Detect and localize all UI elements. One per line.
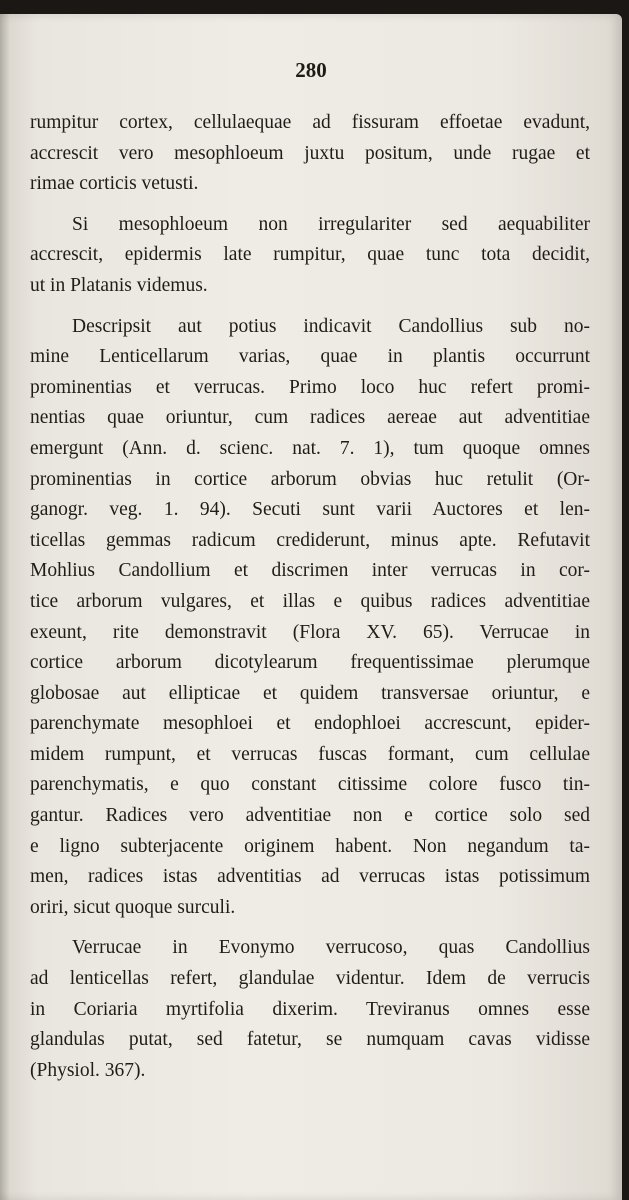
text-line: ganogr. veg. 1. 94). Secuti sunt varii Auctores et len- xyxy=(30,499,590,521)
page-gutter-shadow xyxy=(0,14,10,1200)
text-line: globosae aut ellipticae et quidem transversae oriuntur, e xyxy=(30,682,590,704)
text-line: exeunt, rite demonstravit (Flora XV. 65). Verrucae in xyxy=(30,621,590,643)
text-line: rimae corticis vetusti. xyxy=(30,173,199,195)
text-line: emergunt (Ann. d. scienc. nat. 7. 1), tum quoque omnes xyxy=(30,437,590,459)
body-text xyxy=(30,108,590,1086)
text-line: tice arborum vulgares, et illas e quibus radices adventitiae xyxy=(30,590,590,612)
text-line: gantur. Radices vero adventitiae non e cortice solo sed xyxy=(30,805,590,827)
text-line: accrescit vero mesophloeum juxtu positum, unde rugae et xyxy=(30,142,590,164)
page-number: 280 xyxy=(295,58,327,82)
text-line: glandulas putat, sed fatetur, se numquam cavas vidisse xyxy=(30,1029,590,1051)
text-line: prominentias in cortice arborum obvias huc retulit (Or- xyxy=(30,468,590,490)
text-line: rumpitur cortex, cellulaequae ad fissuram effoetae evadunt, xyxy=(30,112,590,133)
text-line: Si mesophloeum non irregulariter sed aequabiliter xyxy=(72,213,590,235)
text-line: parenchymate mesophloei et endophloei accrescunt, epider- xyxy=(30,713,590,735)
text-line: e ligno subterjacente originem habent. Non negandum ta- xyxy=(30,835,590,857)
text-line: men, radices istas adventitias ad verrucas istas potissimum xyxy=(30,866,590,888)
text-line: (Physiol. 367). xyxy=(30,1059,146,1081)
text-line: mine Lenticellarum varias, quae in plantis occurrunt xyxy=(30,346,590,368)
text-line: ticellas gemmas radicum crediderunt, minus apte. Refutavit xyxy=(30,529,590,551)
paragraph-1 xyxy=(30,108,590,200)
text-line: nentias quae oriuntur, cum radices aereae aut adventitiae xyxy=(30,407,590,429)
text-line: cortice arborum dicotylearum frequentissimae plerumque xyxy=(30,652,590,674)
paragraph-2 xyxy=(30,210,590,302)
text-line: Mohlius Candollium et discrimen inter verrucas in cor- xyxy=(30,560,590,582)
text-line: Descripsit aut potius indicavit Candollius sub no- xyxy=(72,315,590,337)
text-line: oriri, sicut quoque surculi. xyxy=(30,896,236,918)
text-line: ad lenticellas refert, glandulae videntur. Idem de verrucis xyxy=(30,968,590,990)
text-line: ut in Platanis videmus. xyxy=(30,274,208,296)
text-line: Verrucae in Evonymo verrucoso, quas Candollius xyxy=(72,937,590,959)
text-line: midem rumpunt, et verrucas fuscas formant, cum cellulae xyxy=(30,743,590,765)
paragraph-3 xyxy=(30,312,590,924)
text-line: prominentias et verrucas. Primo loco huc refert promi- xyxy=(30,376,590,398)
paragraph-4 xyxy=(30,933,590,1086)
text-line: accrescit, epidermis late rumpitur, quae tunc tota decidit, xyxy=(30,244,590,266)
text-line: parenchymatis, e quo constant citissime colore fusco tin- xyxy=(30,774,590,796)
text-line: in Coriaria myrtifolia dixerim. Treviranus omnes esse xyxy=(30,998,590,1020)
